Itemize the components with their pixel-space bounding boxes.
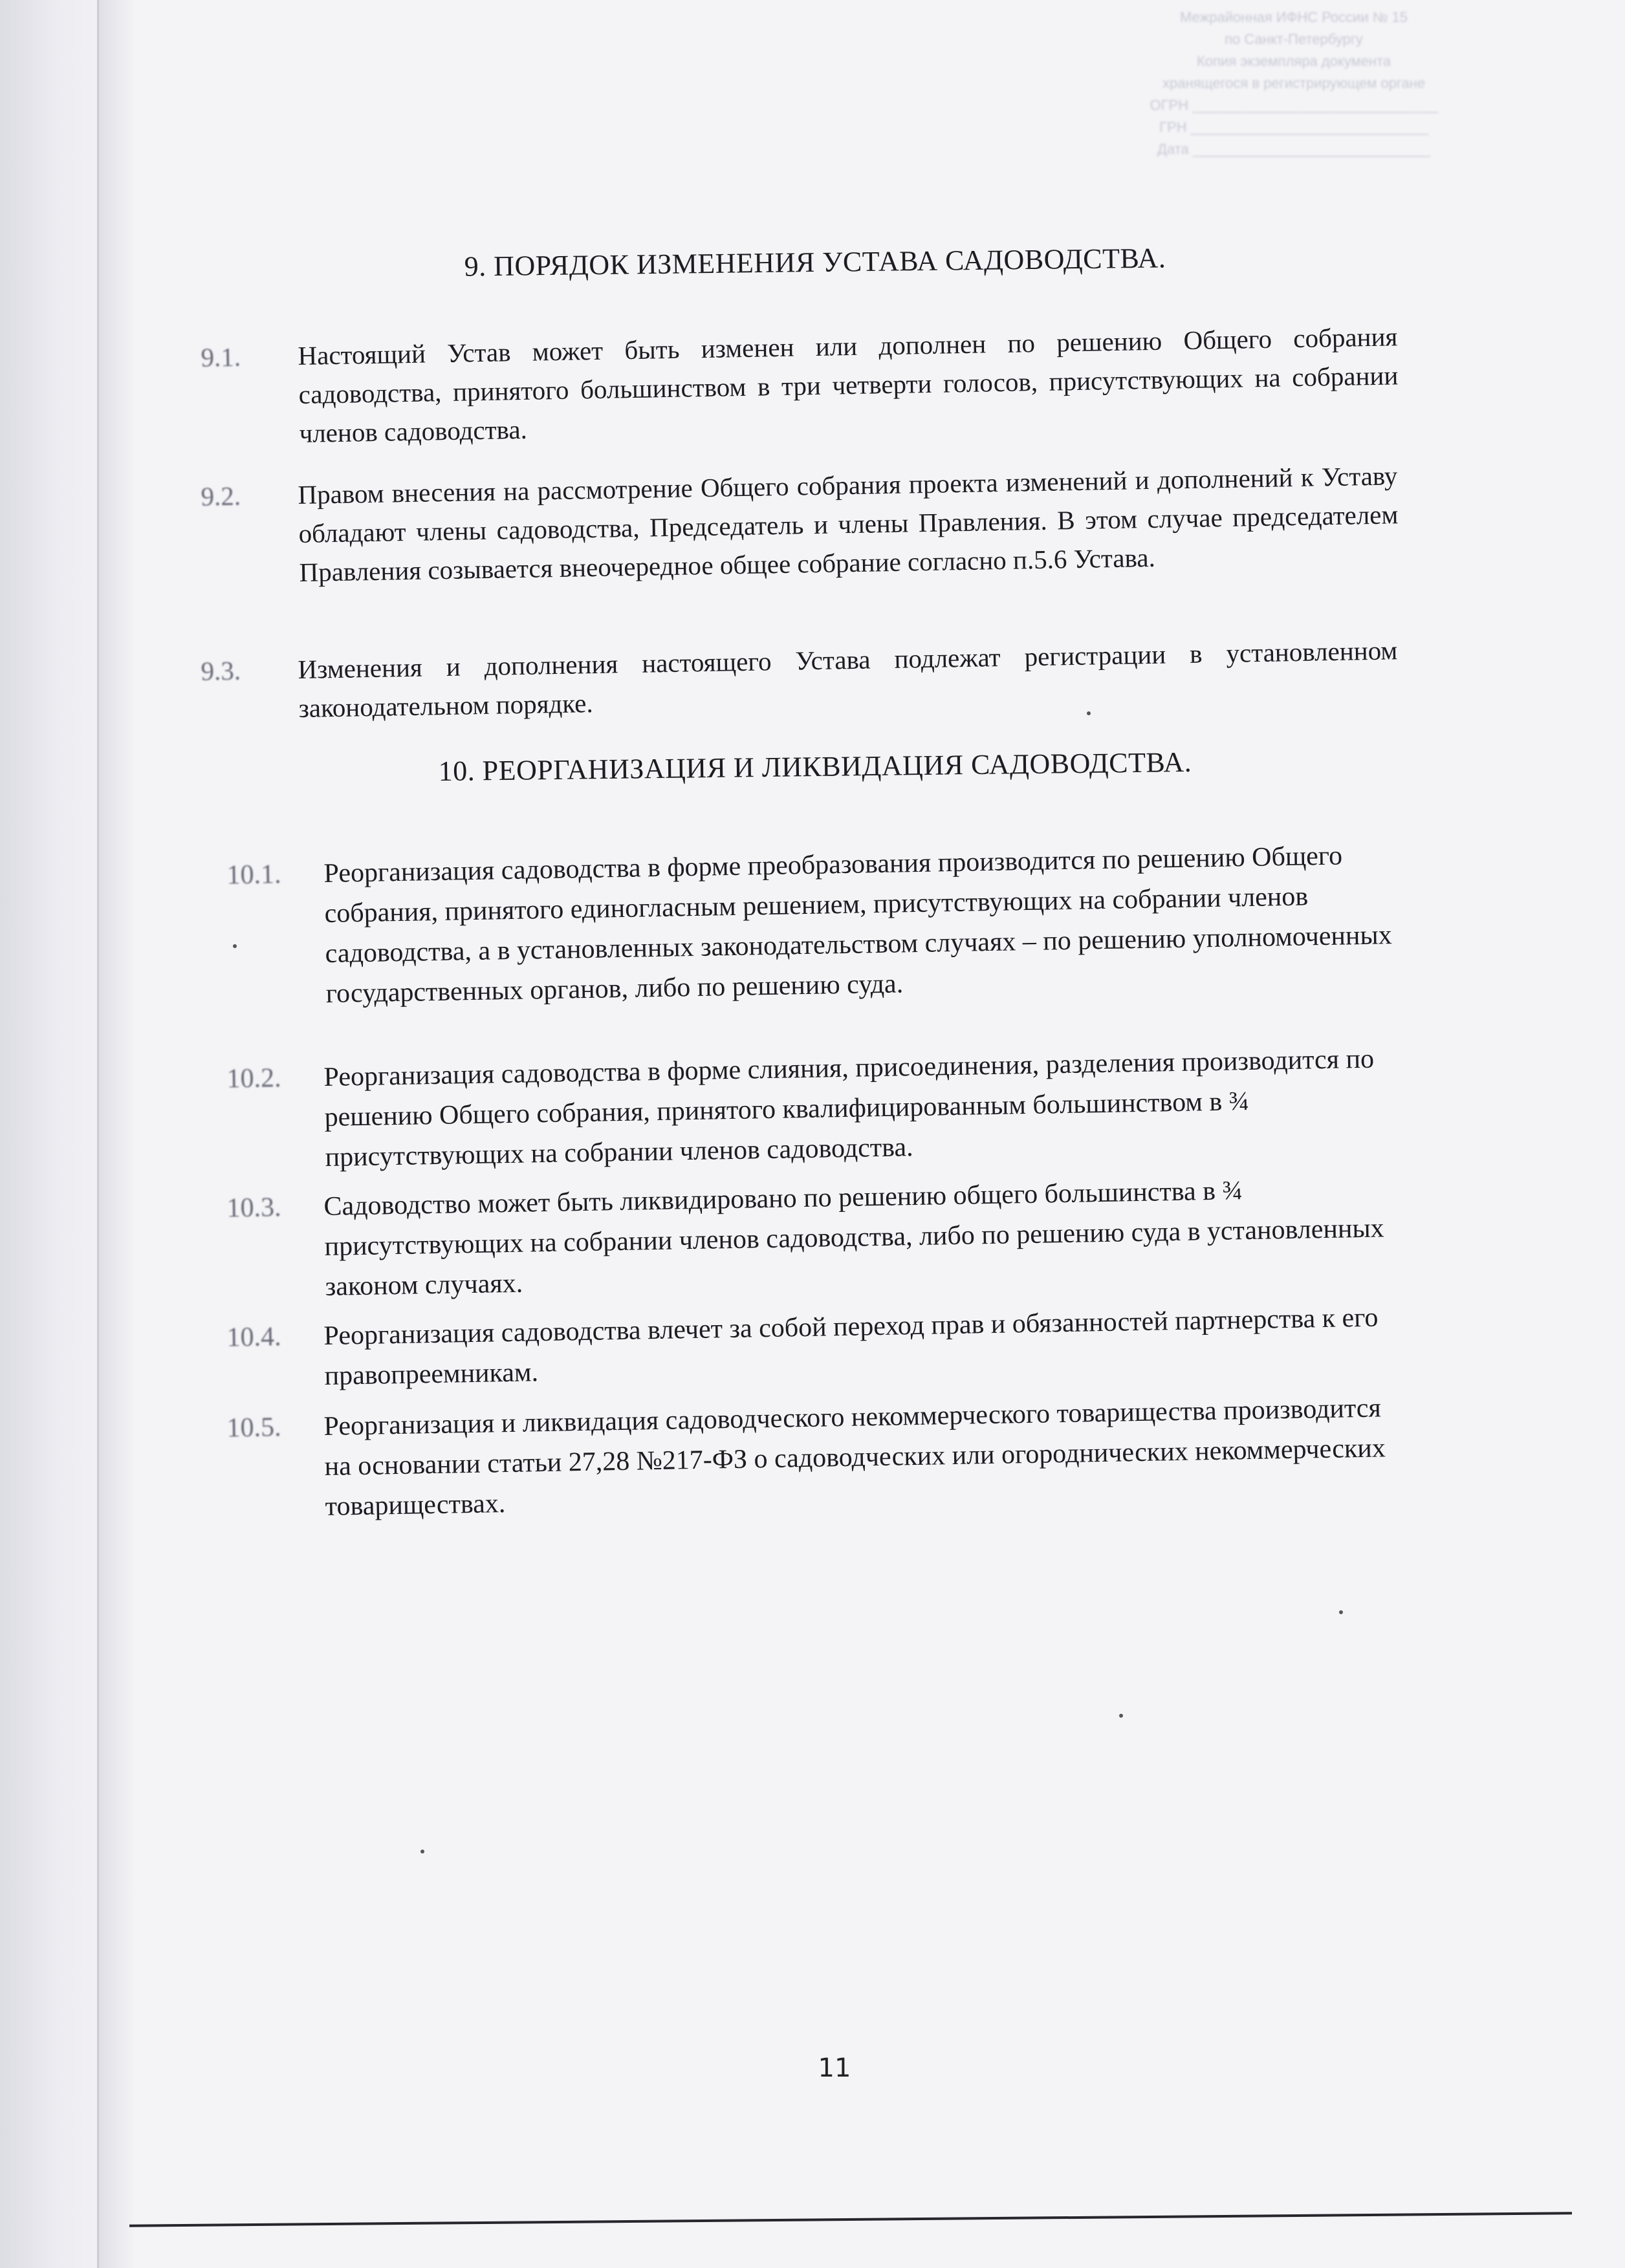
clause-text: Изменения и дополнения настоящего Устава подлежат регистрации в установленном законодательном порядке.	[298, 635, 1398, 723]
clause-9-2	[201, 456, 1399, 592]
clause-number: 10.2.	[226, 1063, 281, 1094]
clause-number: 10.5.	[226, 1412, 281, 1443]
section-10-title: 10. РЕОРГАНИЗАЦИЯ И ЛИКВИДАЦИЯ САДОВОДСТВА.	[438, 746, 1192, 788]
footer-rule	[129, 2212, 1572, 2227]
clause-10-2	[226, 1039, 1399, 1178]
clause-10-1	[226, 835, 1400, 1014]
speck	[420, 1850, 424, 1853]
clause-text: Правом внесения на рассмотрение Общего собрания проекта изменений и дополнений к Уставу обладают члены садоводства, Председатель и члены Правления. В этом случае председателем Правления созывается внеочередное общее собрание согласно п.5.6 Устава.	[298, 460, 1399, 587]
binding-strip	[0, 0, 99, 2268]
clause-number: 9.3.	[201, 655, 241, 686]
stamp-line: по Санкт-Петербургу	[1225, 31, 1363, 47]
speck	[1087, 711, 1091, 715]
stamp-line: Межрайонная ИФНС России № 15	[1179, 9, 1408, 25]
stamp-line: Копия экземпляра документа	[1196, 53, 1391, 69]
page-shadow	[97, 0, 136, 2268]
clause-text: Садоводство может быть ликвидировано по решению общего большинства в ¾ присутствующих на собрании членов садоводства, либо по решению суда в установленных законом случаях.	[323, 1176, 1384, 1302]
speck	[1119, 1714, 1123, 1718]
clause-10-4	[226, 1297, 1399, 1396]
speck	[1339, 1610, 1343, 1614]
clause-text: Реорганизация и ликвидация садоводческого некоммерческого товарищества производится на основании статьи 27,28 №217-ФЗ о садоводческих или огороднических некоммерческих товариществах.	[323, 1393, 1386, 1522]
stamp-line: ГРН ______________________________	[1159, 119, 1428, 135]
clause-text: Реорганизация садоводства влечет за собой переход прав и обязанностей партнерства к его правопреемникам.	[323, 1302, 1379, 1391]
clause-number: 10.4.	[226, 1322, 281, 1353]
section-9-title: 9. ПОРЯДОК ИЗМЕНЕНИЯ УСТАВА САДОВОДСТВА.	[464, 242, 1166, 283]
clause-10-3	[226, 1168, 1399, 1307]
clause-9-1	[201, 317, 1399, 453]
clause-number: 9.1.	[201, 341, 241, 373]
page-number: 11	[818, 2053, 851, 2083]
stamp-line: хранящегося в регистрирующем органе	[1162, 75, 1426, 91]
stamp-line: ОГРН _______________________________	[1150, 97, 1438, 113]
clause-text: Реорганизация садоводства в форме преобразования производится по решению Общего собрания, принятого единогласным решением, присутствующих на собрании членов садоводства, а в установленных законодательством случаях – по решению уполномоченных государственных органов, либо по решению суда.	[323, 841, 1393, 1009]
clause-9-3	[201, 631, 1399, 728]
registration-stamp	[1074, 6, 1514, 220]
clause-text: Настоящий Устав может быть изменен или дополнен по решению Общего собрания садоводства, принятого большинством в три четверти голосов, присутствующих на собрании членов садоводства.	[298, 321, 1399, 448]
stamp-line: Дата ______________________________	[1157, 141, 1430, 157]
clause-number: 10.1.	[226, 859, 281, 891]
clause-number: 9.2.	[201, 481, 241, 512]
clause-text: Реорганизация садоводства в форме слияния, присоединения, разделения производится по решению Общего собрания, принятого квалифицированным большинством в ¾ присутствующих на собрании членов садоводства.	[323, 1044, 1375, 1172]
speck	[233, 944, 237, 948]
clause-number: 10.3.	[226, 1193, 281, 1224]
clause-10-5	[226, 1388, 1399, 1527]
